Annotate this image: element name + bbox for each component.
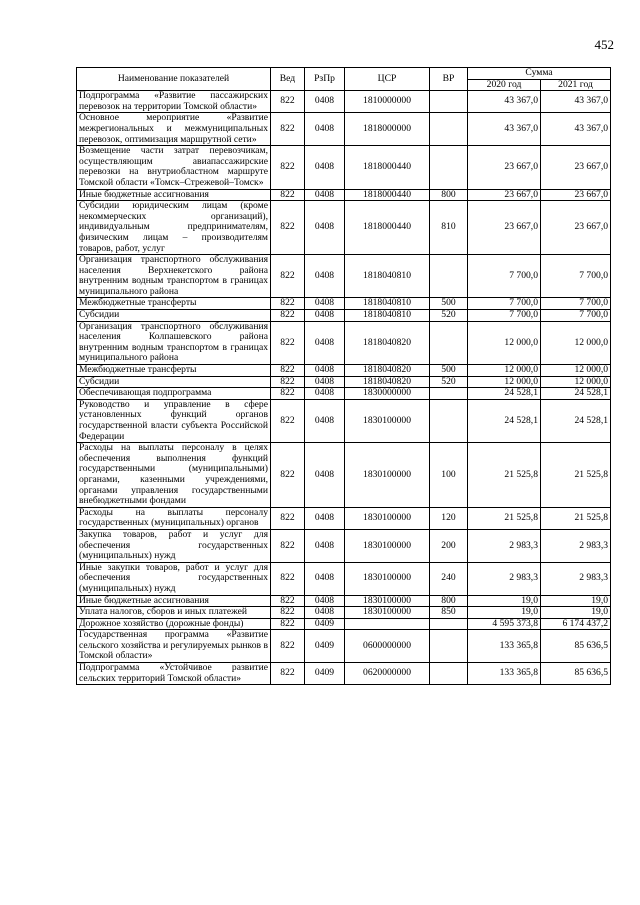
row-csr: 1810000000 [345, 91, 430, 113]
row-ved: 822 [271, 399, 305, 442]
row-vr [430, 618, 468, 630]
table-row [77, 388, 611, 400]
row-csr: 1830100000 [345, 443, 430, 508]
table-row [77, 595, 611, 607]
row-sum-2021: 21 525,8 [541, 507, 611, 529]
row-csr: 1818000440 [345, 189, 430, 201]
row-name: Государственная программа «Развитие сельского хозяйства и регулируемых рынков в Томской области» [77, 630, 271, 663]
row-ved: 822 [271, 321, 305, 364]
row-sum-2020: 43 367,0 [468, 113, 541, 146]
row-name: Основное мероприятие «Развитие межрегиональных и межмуниципальных перевозок, оптимизация маршрутной сети» [77, 113, 271, 146]
table-row [77, 189, 611, 201]
row-name: Подпрограмма «Развитие пассажирских перевозок на территории Томской области» [77, 91, 271, 113]
row-vr: 120 [430, 507, 468, 529]
row-csr: 1818040820 [345, 365, 430, 377]
row-ved: 822 [271, 630, 305, 663]
row-name: Субсидии [77, 376, 271, 388]
row-sum-2020: 43 367,0 [468, 91, 541, 113]
table-row [77, 663, 611, 685]
row-name: Субсидии юридическим лицам (кроме некоммерческих организаций), индивидуальным предпринимателям, физическим лицам – производителям товаров, работ, услуг [77, 201, 271, 255]
row-sum-2021: 19,0 [541, 607, 611, 619]
row-vr [430, 388, 468, 400]
row-sum-2021: 43 367,0 [541, 91, 611, 113]
row-rzpr: 0408 [305, 321, 345, 364]
row-name: Организация транспортного обслуживания населения Колпашевского района внутренним водным транспортом в границах муниципального района [77, 321, 271, 364]
row-name: Организация транспортного обслуживания населения Верхнекетского района внутренним водным транспортом в границах муниципального района [77, 255, 271, 298]
row-sum-2020: 12 000,0 [468, 365, 541, 377]
row-csr: 0600000000 [345, 630, 430, 663]
row-sum-2021: 6 174 437,2 [541, 618, 611, 630]
row-sum-2021: 2 983,3 [541, 529, 611, 562]
row-ved: 822 [271, 189, 305, 201]
table-row [77, 562, 611, 595]
row-ved: 822 [271, 507, 305, 529]
header-rzpr: РзПр [305, 68, 345, 91]
row-sum-2021: 85 636,5 [541, 663, 611, 685]
row-csr: 1830100000 [345, 595, 430, 607]
row-rzpr: 0409 [305, 663, 345, 685]
row-rzpr: 0408 [305, 376, 345, 388]
row-sum-2021: 19,0 [541, 595, 611, 607]
row-name: Субсидии [77, 310, 271, 322]
row-csr: 1830100000 [345, 607, 430, 619]
row-vr: 200 [430, 529, 468, 562]
row-sum-2020: 7 700,0 [468, 310, 541, 322]
row-vr [430, 255, 468, 298]
row-vr [430, 146, 468, 189]
row-ved: 822 [271, 201, 305, 255]
row-csr: 1818040810 [345, 310, 430, 322]
header-ved: Вед [271, 68, 305, 91]
row-csr: 1818040820 [345, 376, 430, 388]
row-ved: 822 [271, 607, 305, 619]
row-sum-2021: 7 700,0 [541, 310, 611, 322]
row-sum-2021: 12 000,0 [541, 376, 611, 388]
row-sum-2020: 2 983,3 [468, 529, 541, 562]
row-name: Межбюджетные трансферты [77, 365, 271, 377]
row-sum-2020: 19,0 [468, 595, 541, 607]
row-rzpr: 0408 [305, 91, 345, 113]
row-sum-2021: 43 367,0 [541, 113, 611, 146]
table-row [77, 310, 611, 322]
row-csr: 1830100000 [345, 507, 430, 529]
row-ved: 822 [271, 91, 305, 113]
row-vr: 240 [430, 562, 468, 595]
row-sum-2021: 2 983,3 [541, 562, 611, 595]
row-sum-2021: 85 636,5 [541, 630, 611, 663]
row-rzpr: 0408 [305, 507, 345, 529]
row-sum-2021: 12 000,0 [541, 321, 611, 364]
row-name: Возмещение части затрат перевозчикам, осуществляющим авиапассажирские перевозки на внутриобластном маршруте Томской области «Томск–Стрежевой–Томск» [77, 146, 271, 189]
row-vr [430, 321, 468, 364]
table-row [77, 365, 611, 377]
table-row [77, 443, 611, 508]
row-vr: 100 [430, 443, 468, 508]
row-vr [430, 630, 468, 663]
row-ved: 822 [271, 529, 305, 562]
row-rzpr: 0408 [305, 310, 345, 322]
row-csr: 1830100000 [345, 529, 430, 562]
header-sum: Сумма [468, 68, 611, 80]
row-rzpr: 0409 [305, 618, 345, 630]
table-row [77, 618, 611, 630]
row-rzpr: 0408 [305, 529, 345, 562]
row-rzpr: 0408 [305, 255, 345, 298]
row-sum-2020: 133 365,8 [468, 663, 541, 685]
table-row [77, 321, 611, 364]
row-sum-2020: 12 000,0 [468, 321, 541, 364]
row-sum-2020: 23 667,0 [468, 189, 541, 201]
header-csr: ЦСР [345, 68, 430, 91]
table-body [77, 91, 611, 685]
table-row [77, 91, 611, 113]
row-csr: 0620000000 [345, 663, 430, 685]
header-2020: 2020 год [468, 79, 541, 91]
row-vr: 850 [430, 607, 468, 619]
row-ved: 822 [271, 663, 305, 685]
row-vr: 800 [430, 189, 468, 201]
row-rzpr: 0408 [305, 443, 345, 508]
table-row [77, 298, 611, 310]
table-row [77, 399, 611, 442]
row-sum-2021: 7 700,0 [541, 298, 611, 310]
table-row [77, 529, 611, 562]
table-row [77, 146, 611, 189]
row-ved: 822 [271, 562, 305, 595]
header-name: Наименование показателей [77, 68, 271, 91]
row-sum-2021: 24 528,1 [541, 399, 611, 442]
row-vr: 500 [430, 365, 468, 377]
row-sum-2020: 21 525,8 [468, 507, 541, 529]
table-row [77, 607, 611, 619]
row-ved: 822 [271, 365, 305, 377]
budget-table [76, 67, 611, 685]
row-ved: 822 [271, 618, 305, 630]
table-row [77, 507, 611, 529]
row-sum-2021: 7 700,0 [541, 255, 611, 298]
row-ved: 822 [271, 146, 305, 189]
row-rzpr: 0408 [305, 388, 345, 400]
row-sum-2021: 23 667,0 [541, 189, 611, 201]
row-csr: 1830000000 [345, 388, 430, 400]
row-csr: 1830100000 [345, 399, 430, 442]
row-vr: 810 [430, 201, 468, 255]
table-row [77, 255, 611, 298]
row-rzpr: 0408 [305, 365, 345, 377]
row-sum-2020: 12 000,0 [468, 376, 541, 388]
row-vr [430, 399, 468, 442]
row-rzpr: 0408 [305, 298, 345, 310]
table-row [77, 113, 611, 146]
header-vr: ВР [430, 68, 468, 91]
header-2021: 2021 год [541, 79, 611, 91]
row-sum-2020: 23 667,0 [468, 146, 541, 189]
row-vr: 520 [430, 376, 468, 388]
row-rzpr: 0408 [305, 189, 345, 201]
table-row [77, 201, 611, 255]
row-ved: 822 [271, 388, 305, 400]
row-name: Расходы на выплаты персоналу государственных (муниципальных) органов [77, 507, 271, 529]
row-csr: 1818040810 [345, 255, 430, 298]
row-sum-2020: 2 983,3 [468, 562, 541, 595]
row-vr: 500 [430, 298, 468, 310]
row-rzpr: 0408 [305, 113, 345, 146]
row-name: Закупка товаров, работ и услуг для обеспечения государственных (муниципальных) нужд [77, 529, 271, 562]
row-sum-2020: 7 700,0 [468, 298, 541, 310]
table-row [77, 376, 611, 388]
row-name: Подпрограмма «Устойчивое развитие сельских территорий Томской области» [77, 663, 271, 685]
row-csr: 1830100000 [345, 562, 430, 595]
row-csr: 1818040810 [345, 298, 430, 310]
row-csr: 1818000440 [345, 201, 430, 255]
row-name: Руководство и управление в сфере установленных функций органов государственной власти субъекта Российской Федерации [77, 399, 271, 442]
row-name: Иные бюджетные ассигнования [77, 595, 271, 607]
row-ved: 822 [271, 443, 305, 508]
row-csr: 1818000000 [345, 113, 430, 146]
page-number: 452 [594, 37, 614, 52]
row-sum-2021: 23 667,0 [541, 146, 611, 189]
row-csr [345, 618, 430, 630]
row-ved: 822 [271, 595, 305, 607]
row-sum-2020: 24 528,1 [468, 388, 541, 400]
row-vr: 800 [430, 595, 468, 607]
table-row [77, 630, 611, 663]
row-sum-2020: 23 667,0 [468, 201, 541, 255]
row-rzpr: 0408 [305, 607, 345, 619]
row-ved: 822 [271, 376, 305, 388]
row-rzpr: 0408 [305, 146, 345, 189]
row-sum-2021: 23 667,0 [541, 201, 611, 255]
row-name: Иные бюджетные ассигнования [77, 189, 271, 201]
row-sum-2020: 21 525,8 [468, 443, 541, 508]
row-name: Иные закупки товаров, работ и услуг для обеспечения государственных (муниципальных) нужд [77, 562, 271, 595]
row-ved: 822 [271, 298, 305, 310]
row-rzpr: 0408 [305, 595, 345, 607]
row-sum-2021: 24 528,1 [541, 388, 611, 400]
row-sum-2021: 21 525,8 [541, 443, 611, 508]
row-sum-2020: 4 595 373,8 [468, 618, 541, 630]
row-name: Дорожное хозяйство (дорожные фонды) [77, 618, 271, 630]
row-rzpr: 0408 [305, 201, 345, 255]
row-vr: 520 [430, 310, 468, 322]
row-ved: 822 [271, 113, 305, 146]
row-csr: 1818000440 [345, 146, 430, 189]
row-ved: 822 [271, 255, 305, 298]
row-csr: 1818040820 [345, 321, 430, 364]
row-vr [430, 91, 468, 113]
row-sum-2020: 19,0 [468, 607, 541, 619]
row-name: Расходы на выплаты персоналу в целях обеспечения выполнения функций государственными (муниципальными) органами, казенными учреждениями, органами управления государственными внебюджетными фондами [77, 443, 271, 508]
row-rzpr: 0408 [305, 399, 345, 442]
row-rzpr: 0408 [305, 562, 345, 595]
row-name: Обеспечивающая подпрограмма [77, 388, 271, 400]
row-name: Уплата налогов, сборов и иных платежей [77, 607, 271, 619]
row-vr [430, 113, 468, 146]
row-vr [430, 663, 468, 685]
row-sum-2021: 12 000,0 [541, 365, 611, 377]
row-sum-2020: 133 365,8 [468, 630, 541, 663]
row-name: Межбюджетные трансферты [77, 298, 271, 310]
row-sum-2020: 24 528,1 [468, 399, 541, 442]
row-sum-2020: 7 700,0 [468, 255, 541, 298]
row-rzpr: 0409 [305, 630, 345, 663]
row-ved: 822 [271, 310, 305, 322]
